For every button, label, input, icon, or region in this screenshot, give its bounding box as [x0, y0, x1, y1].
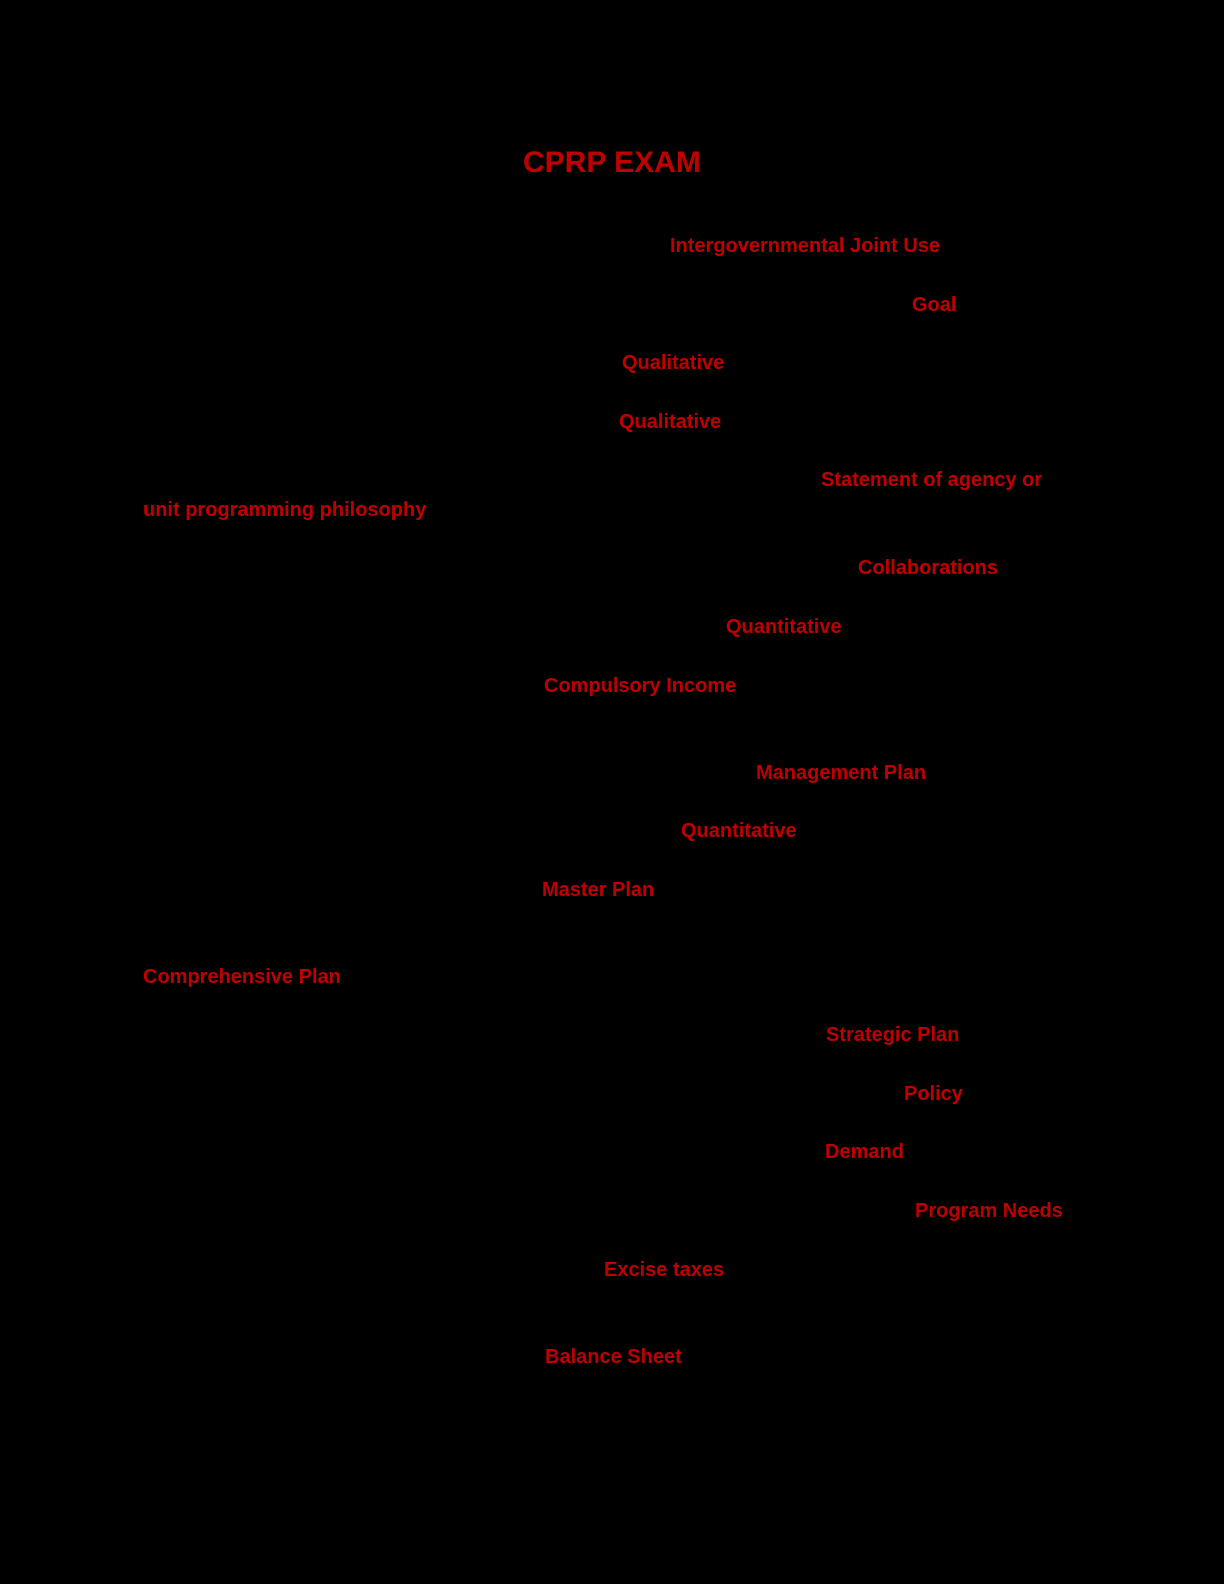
answer-text: Comprehensive Plan	[143, 966, 341, 988]
answer-text: Quantitative	[726, 616, 842, 638]
answer-text: Statement of agency or	[821, 469, 1043, 491]
answer-text: Strategic Plan	[826, 1024, 960, 1046]
answer-text: Excise taxes	[604, 1259, 725, 1281]
answer-text: Demand	[825, 1141, 904, 1163]
answer-text: Quantitative	[681, 820, 797, 842]
answer-text: Program Needs	[915, 1200, 1063, 1222]
answer-text: Policy	[904, 1083, 963, 1105]
answer-text: Collaborations	[858, 557, 999, 579]
answer-text: Management Plan	[756, 762, 927, 784]
answer-text: Intergovernmental Joint Use	[670, 235, 941, 257]
answer-text-continued: unit programming philosophy	[143, 499, 427, 521]
answer-text: Qualitative	[622, 352, 725, 374]
answer-text: Balance Sheet	[545, 1346, 682, 1368]
document-title: CPRP EXAM	[523, 146, 701, 179]
answer-text: Qualitative	[619, 411, 722, 433]
answer-text: Compulsory Income	[544, 675, 737, 697]
answer-text: Goal	[912, 294, 957, 316]
answer-text: Master Plan	[542, 879, 655, 901]
